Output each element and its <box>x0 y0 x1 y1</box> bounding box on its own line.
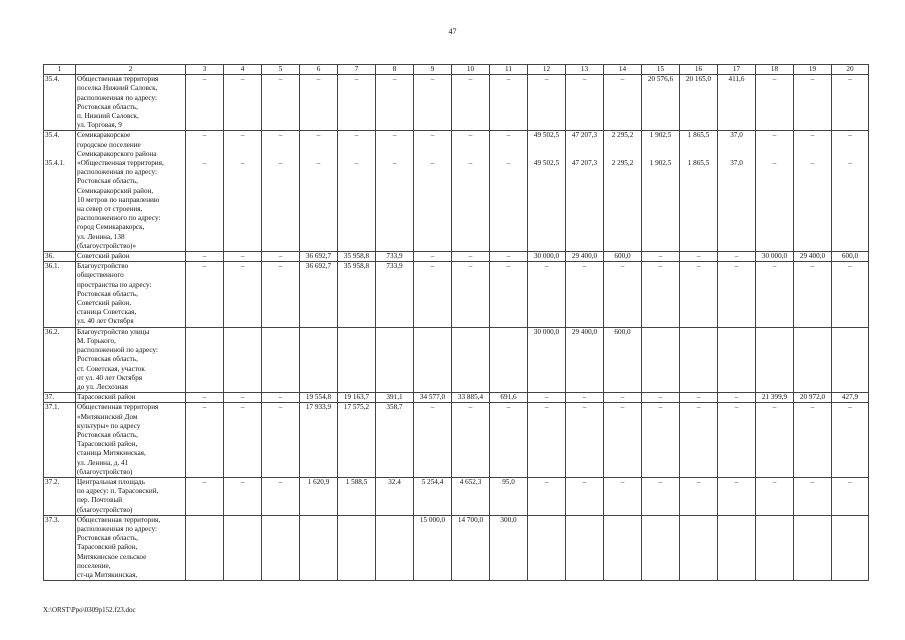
value-cell: – <box>832 477 869 515</box>
value-cell: 32,4 <box>376 477 414 515</box>
value-cell <box>224 515 262 580</box>
value-cell: – <box>642 403 680 478</box>
value-cell: 19 554,8 <box>300 393 338 403</box>
value-cell: – <box>528 477 566 515</box>
value-cell: 300,0 <box>490 515 528 580</box>
value-cell <box>794 515 832 580</box>
value-cell: – <box>528 262 566 327</box>
row-name: Благоустройство улицы М. Горького, расположенной по адресу: Ростовская область, ст. Советская, участок от ул. 40 лет Октября до ул. Лесхозная <box>76 327 186 392</box>
row-number: 36.1. <box>44 262 76 327</box>
value-cell <box>642 515 680 580</box>
value-cell: – <box>718 393 756 403</box>
value-cell: 14 700,0 <box>452 515 490 580</box>
value-cell: – – <box>794 131 832 252</box>
value-cell: 358,7 <box>376 403 414 478</box>
value-cell: 391,1 <box>376 393 414 403</box>
value-cell <box>718 515 756 580</box>
value-cell: – <box>718 262 756 327</box>
value-cell: – <box>794 477 832 515</box>
value-cell: – <box>604 393 642 403</box>
footer-file-path: X:\ORST\Ppo\0309p152.f23.doc <box>43 606 136 614</box>
value-cell <box>718 327 756 392</box>
value-cell: – <box>490 75 528 131</box>
value-cell: – <box>452 75 490 131</box>
value-cell: – <box>490 262 528 327</box>
value-cell: – <box>262 393 300 403</box>
value-cell: – <box>186 252 224 262</box>
column-number-header: 15 <box>642 65 680 75</box>
value-cell: – <box>186 262 224 327</box>
value-cell: – <box>452 403 490 478</box>
table-row <box>44 131 869 252</box>
row-number: 37.3. <box>44 515 76 580</box>
value-cell: – <box>680 393 718 403</box>
value-cell: – <box>262 262 300 327</box>
value-cell: – <box>642 477 680 515</box>
value-cell: – <box>414 403 452 478</box>
value-cell: 17 575,2 <box>338 403 376 478</box>
value-cell: – – <box>300 131 338 252</box>
value-cell <box>490 327 528 392</box>
value-cell: 15 000,0 <box>414 515 452 580</box>
value-cell: – <box>338 75 376 131</box>
column-number-header: 9 <box>414 65 452 75</box>
value-cell: – <box>224 393 262 403</box>
budget-table <box>43 64 869 581</box>
value-cell: 30 000,0 <box>528 327 566 392</box>
row-name: Общественная территория «Митякинский Дом культуры» по адресу Ростовская область, Тарасовский район, станица Митякинская, ул. Ленина, д. 41 (благоустройство) <box>76 403 186 478</box>
value-cell: 20 576,6 <box>642 75 680 131</box>
value-cell: 33 885,4 <box>452 393 490 403</box>
value-cell: 600,0 <box>604 252 642 262</box>
value-cell: – <box>756 75 794 131</box>
value-cell: – <box>604 403 642 478</box>
value-cell: – <box>224 262 262 327</box>
column-number-header: 12 <box>528 65 566 75</box>
column-number-header: 1 <box>44 65 76 75</box>
table-row <box>44 515 869 580</box>
value-cell <box>262 327 300 392</box>
value-cell <box>414 327 452 392</box>
value-cell <box>186 515 224 580</box>
value-cell: – <box>262 403 300 478</box>
value-cell: – <box>604 262 642 327</box>
value-cell <box>300 515 338 580</box>
value-cell: 36 692,7 <box>300 252 338 262</box>
value-cell <box>642 327 680 392</box>
value-cell: – <box>794 403 832 478</box>
value-cell: – – <box>186 131 224 252</box>
value-cell <box>756 515 794 580</box>
row-name: Семикаракорское городское поселение Семикаракорского района «Общественная территория, расположенная по адресу: Ростовская область, Семикаракорский район, 10 метров по направлению на север от строения, расположенного по адресу: город Семикаракорск, ул. Ленина, 138 (благоустройство)» <box>76 131 186 252</box>
value-cell: 5 254,4 <box>414 477 452 515</box>
value-cell: 17 933,9 <box>300 403 338 478</box>
page-number: 47 <box>448 27 457 36</box>
row-number: 35.4. 35.4.1. <box>44 131 76 252</box>
value-cell: – – <box>376 131 414 252</box>
value-cell: 2 295,2 2 295,2 <box>604 131 642 252</box>
value-cell: 34 577,0 <box>414 393 452 403</box>
value-cell: – <box>756 403 794 478</box>
value-cell: – <box>566 403 604 478</box>
value-cell: 29 400,0 <box>794 252 832 262</box>
value-cell: 49 502,5 49 502,5 <box>528 131 566 252</box>
value-cell <box>832 327 869 392</box>
value-cell <box>262 515 300 580</box>
value-cell: 29 400,0 <box>566 252 604 262</box>
table-row <box>44 75 869 131</box>
value-cell: 1 902,5 1 902,5 <box>642 131 680 252</box>
column-number-header: 8 <box>376 65 414 75</box>
value-cell: 600,0 <box>832 252 869 262</box>
value-cell: – <box>642 252 680 262</box>
table-row <box>44 252 869 262</box>
value-cell: – <box>414 262 452 327</box>
value-cell: 411,6 <box>718 75 756 131</box>
value-cell: – <box>718 477 756 515</box>
value-cell: 20 972,0 <box>794 393 832 403</box>
value-cell <box>604 515 642 580</box>
table-row <box>44 262 869 327</box>
row-number: 36.2. <box>44 327 76 392</box>
value-cell <box>338 515 376 580</box>
column-number-header: 2 <box>76 65 186 75</box>
value-cell <box>224 327 262 392</box>
value-cell: 1 588,5 <box>338 477 376 515</box>
column-number-header: 18 <box>756 65 794 75</box>
value-cell: – <box>794 75 832 131</box>
value-cell: 1 620,9 <box>300 477 338 515</box>
row-number: 37. <box>44 393 76 403</box>
value-cell: – <box>224 403 262 478</box>
value-cell: – <box>566 75 604 131</box>
value-cell: – <box>490 403 528 478</box>
value-cell: – <box>224 75 262 131</box>
value-cell: – – <box>490 131 528 252</box>
value-cell: – <box>718 403 756 478</box>
value-cell: – <box>604 477 642 515</box>
value-cell: – <box>680 252 718 262</box>
table-row <box>44 393 869 403</box>
value-cell: 37,0 37,0 <box>718 131 756 252</box>
value-cell: 30 000,0 <box>756 252 794 262</box>
row-number: 37.2. <box>44 477 76 515</box>
value-cell <box>680 515 718 580</box>
value-cell: 95,0 <box>490 477 528 515</box>
value-cell: 29 400,0 <box>566 327 604 392</box>
table-header-row <box>44 65 869 75</box>
value-cell: 21 399,9 <box>756 393 794 403</box>
column-number-header: 14 <box>604 65 642 75</box>
value-cell: – <box>186 477 224 515</box>
row-name: Тарасовский район <box>76 393 186 403</box>
value-cell <box>452 327 490 392</box>
value-cell: – <box>794 262 832 327</box>
value-cell: – – <box>756 131 794 252</box>
value-cell: – <box>262 252 300 262</box>
column-number-header: 17 <box>718 65 756 75</box>
value-cell: – <box>566 477 604 515</box>
value-cell: – <box>490 252 528 262</box>
value-cell <box>794 327 832 392</box>
table-row <box>44 403 869 478</box>
column-number-header: 20 <box>832 65 869 75</box>
column-number-header: 7 <box>338 65 376 75</box>
value-cell <box>680 327 718 392</box>
table-row <box>44 477 869 515</box>
value-cell: 35 958,8 <box>338 252 376 262</box>
value-cell: – <box>566 393 604 403</box>
value-cell: 600,0 <box>604 327 642 392</box>
value-cell <box>566 515 604 580</box>
value-cell: – – <box>452 131 490 252</box>
value-cell: – <box>680 477 718 515</box>
table-row <box>44 327 869 392</box>
value-cell: – <box>224 477 262 515</box>
value-cell: – <box>186 75 224 131</box>
column-number-header: 10 <box>452 65 490 75</box>
row-name: Советский район <box>76 252 186 262</box>
value-cell: 20 165,0 <box>680 75 718 131</box>
value-cell: – <box>756 477 794 515</box>
value-cell: – <box>186 403 224 478</box>
value-cell: 30 000,0 <box>528 252 566 262</box>
value-cell: – <box>680 262 718 327</box>
value-cell <box>376 327 414 392</box>
row-name: Центральная площадь по адресу: п. Тарасовский, пер. Почтовый (благоустройство) <box>76 477 186 515</box>
value-cell <box>376 515 414 580</box>
value-cell: – <box>224 252 262 262</box>
value-cell: – <box>452 252 490 262</box>
value-cell: – <box>642 262 680 327</box>
value-cell: – – <box>338 131 376 252</box>
value-cell: – <box>528 403 566 478</box>
value-cell: – <box>718 252 756 262</box>
row-number: 36. <box>44 252 76 262</box>
row-number: 37.1. <box>44 403 76 478</box>
value-cell <box>300 327 338 392</box>
value-cell: – <box>642 393 680 403</box>
value-cell: – <box>262 477 300 515</box>
value-cell: – <box>376 75 414 131</box>
value-cell: – – <box>414 131 452 252</box>
value-cell: – <box>604 75 642 131</box>
value-cell: 35 958,8 <box>338 262 376 327</box>
column-number-header: 6 <box>300 65 338 75</box>
row-name: Общественная территория поселка Нижний Саловск, расположенная по адресу: Ростовская область, п. Нижний Саловск, ул. Торговая, 9 <box>76 75 186 131</box>
value-cell: – <box>528 75 566 131</box>
value-cell <box>756 327 794 392</box>
row-name: Общественная территория, расположенная по адресу: Ростовская область, Тарасовский район, Митякинское сельское поселение, ст-ца Митякинская, <box>76 515 186 580</box>
value-cell: 4 652,3 <box>452 477 490 515</box>
value-cell: 19 163,7 <box>338 393 376 403</box>
value-cell: – <box>832 403 869 478</box>
value-cell: – – <box>224 131 262 252</box>
value-cell: 691,6 <box>490 393 528 403</box>
value-cell: – <box>680 403 718 478</box>
value-cell: 733,9 <box>376 262 414 327</box>
column-number-header: 16 <box>680 65 718 75</box>
column-number-header: 13 <box>566 65 604 75</box>
value-cell: – <box>566 262 604 327</box>
row-number: 35.4. <box>44 75 76 131</box>
value-cell: – <box>186 393 224 403</box>
value-cell: – <box>414 75 452 131</box>
column-number-header: 19 <box>794 65 832 75</box>
value-cell: – <box>300 75 338 131</box>
value-cell: – <box>832 75 869 131</box>
value-cell: – – <box>262 131 300 252</box>
value-cell: 733,9 <box>376 252 414 262</box>
value-cell <box>186 327 224 392</box>
value-cell: 47 207,3 47 207,3 <box>566 131 604 252</box>
value-cell <box>528 515 566 580</box>
column-number-header: 3 <box>186 65 224 75</box>
value-cell <box>338 327 376 392</box>
value-cell: 1 865,5 1 865,5 <box>680 131 718 252</box>
value-cell <box>832 515 869 580</box>
value-cell: – <box>756 262 794 327</box>
value-cell: – <box>832 262 869 327</box>
column-number-header: 5 <box>262 65 300 75</box>
column-number-header: 4 <box>224 65 262 75</box>
row-name: Благоустройство общественного пространства по адресу: Ростовская область, Советский район, станица Советская, ул. 40 лет Октября <box>76 262 186 327</box>
value-cell: – <box>414 252 452 262</box>
value-cell: 36 692,7 <box>300 262 338 327</box>
value-cell: 427,9 <box>832 393 869 403</box>
column-number-header: 11 <box>490 65 528 75</box>
value-cell: – <box>528 393 566 403</box>
value-cell: – <box>262 75 300 131</box>
value-cell: – <box>452 262 490 327</box>
value-cell: – – <box>832 131 869 252</box>
